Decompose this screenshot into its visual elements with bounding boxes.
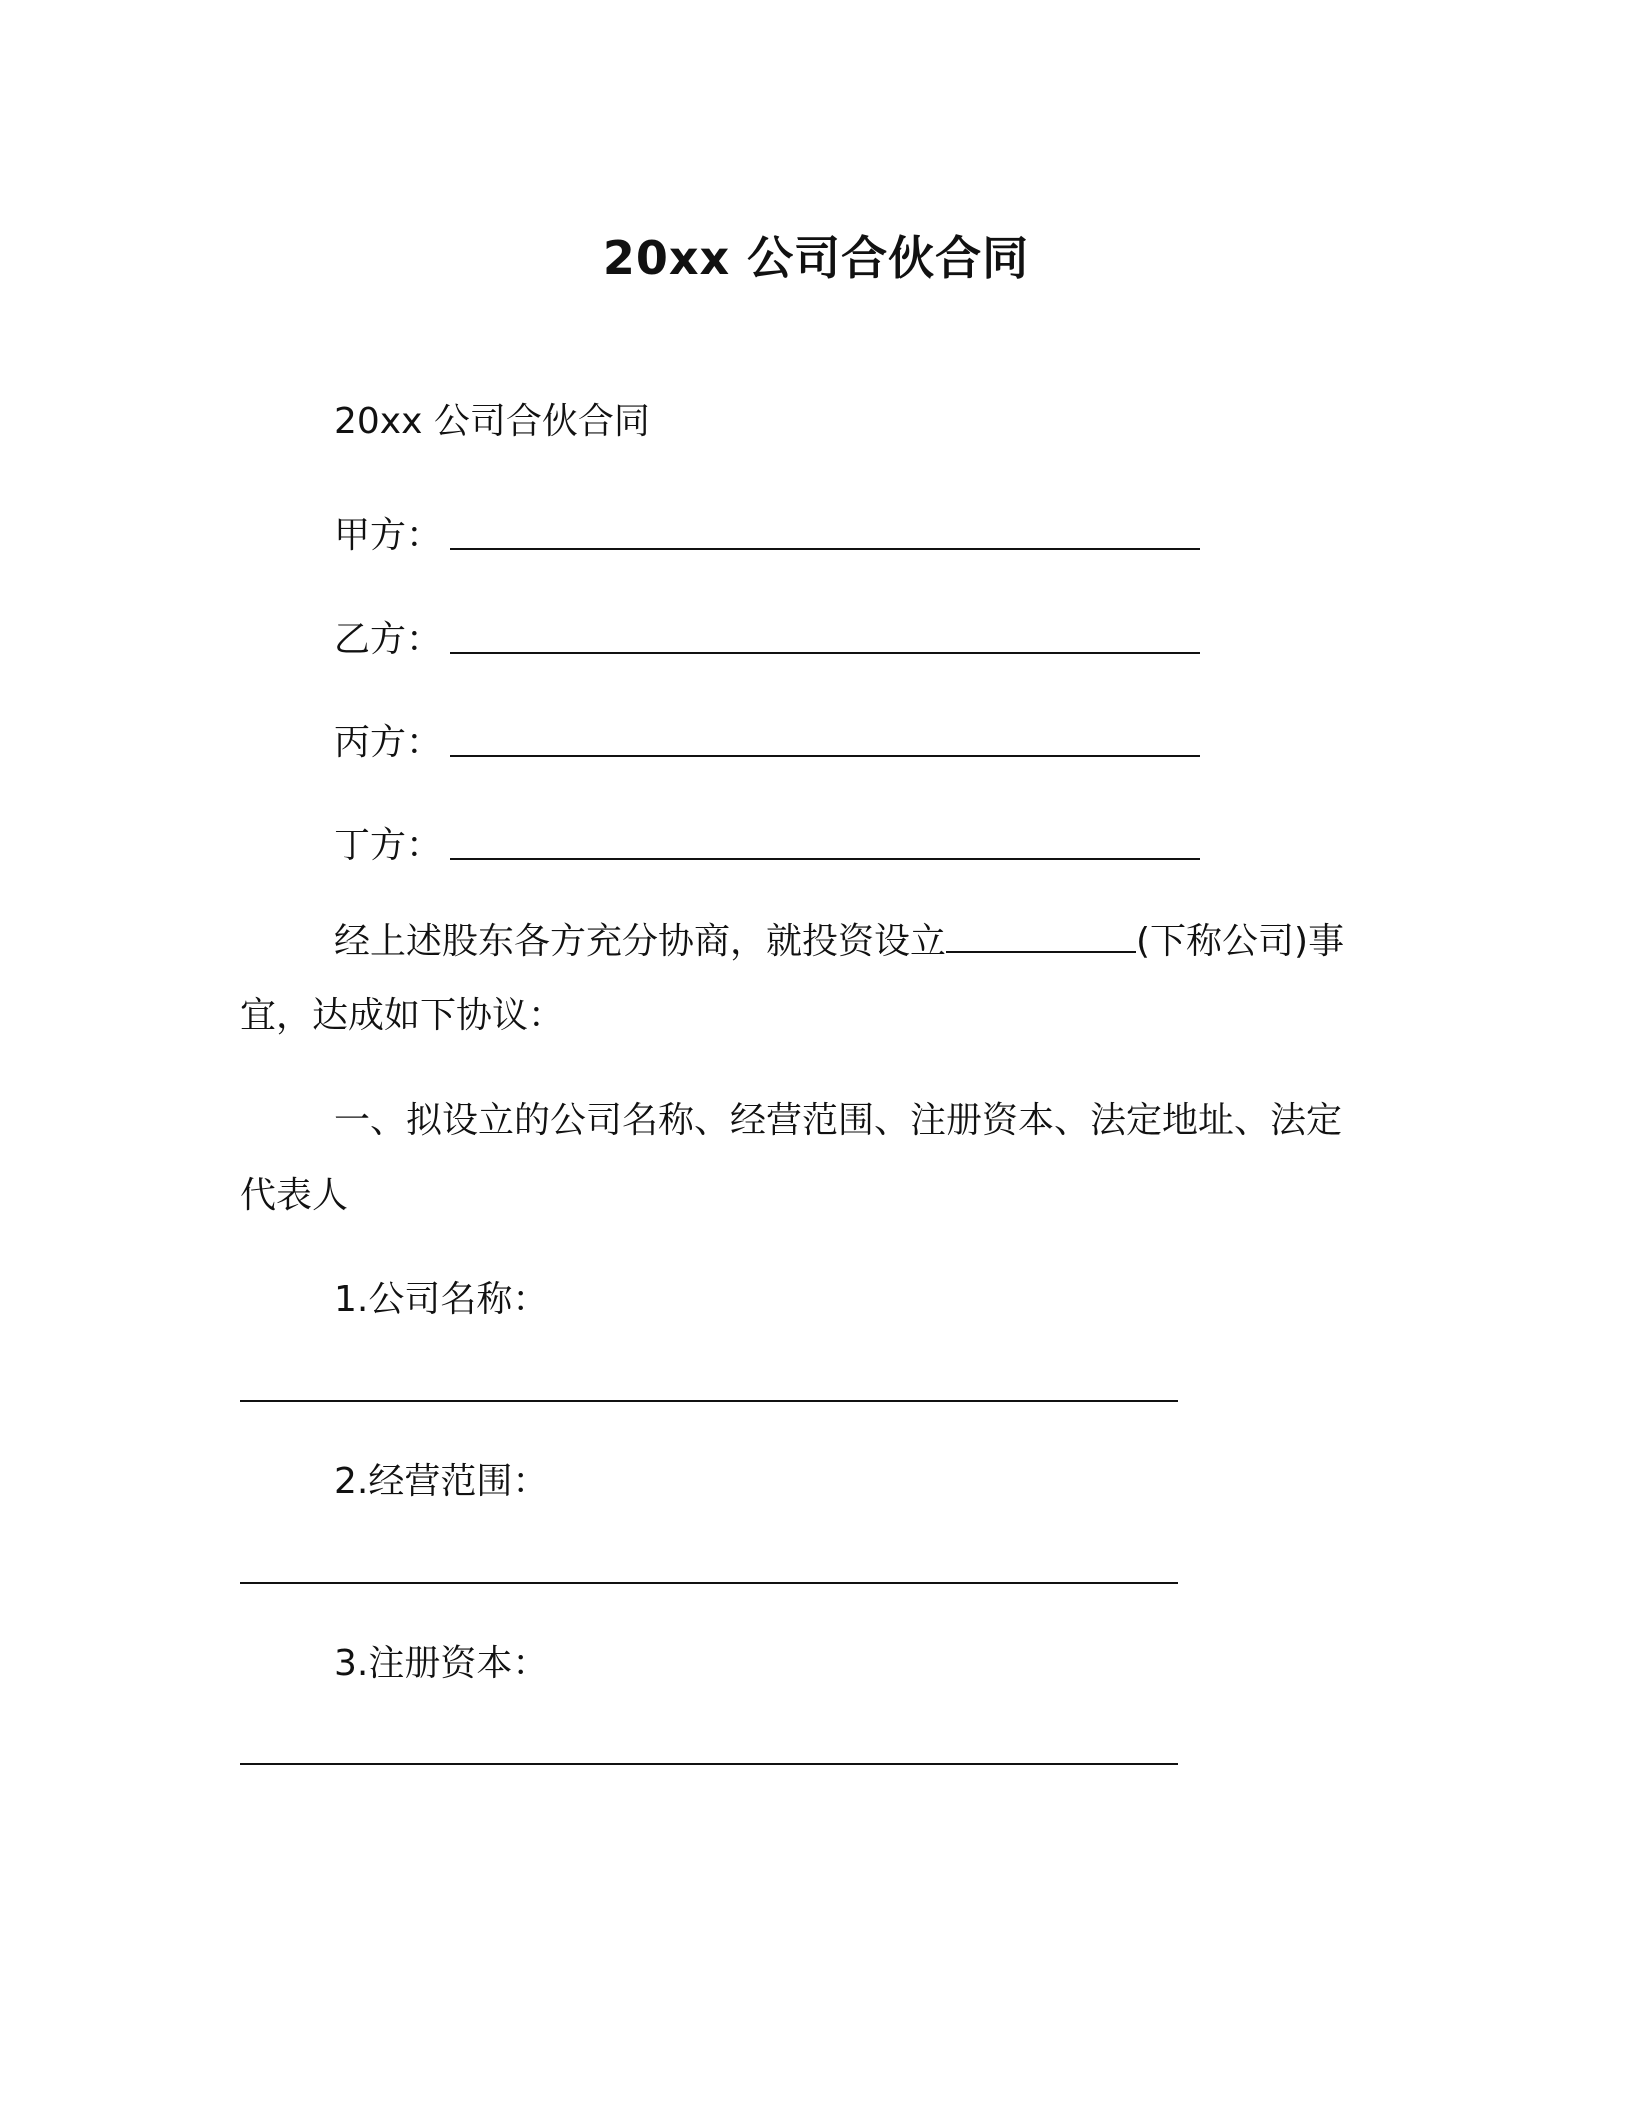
- party-c-label: 丙方：: [334, 721, 443, 763]
- party-c-blank: [450, 721, 1200, 757]
- document-subtitle: 20xx 公司合伙合同: [334, 401, 650, 442]
- item1-blank: [240, 1400, 1178, 1402]
- party-b-blank: [450, 618, 1200, 654]
- section1-heading-line1: 一、拟设立的公司名称、经营范围、注册资本、法定地址、法定: [334, 1100, 1343, 1141]
- item2-label: 2.经营范围：: [334, 1461, 549, 1502]
- party-d-blank: [450, 824, 1200, 860]
- party-b-row: [334, 612, 1200, 660]
- intro-text-part1: 经上述股东各方充分协商，就投资设立: [334, 921, 947, 962]
- intro-paragraph-line2: 宜，达成如下协议：: [240, 995, 565, 1036]
- party-d-label: 丁方：: [334, 824, 443, 866]
- party-a-label: 甲方：: [334, 514, 443, 556]
- intro-text-part2: (下称公司)事: [1136, 921, 1345, 962]
- party-b-label: 乙方：: [334, 618, 443, 660]
- section1-heading-line2: 代表人: [240, 1175, 349, 1216]
- intro-paragraph-line1: [334, 917, 1344, 966]
- item3-label: 3.注册资本：: [334, 1643, 549, 1684]
- company-name-blank: [946, 917, 1136, 953]
- party-d-row: [334, 818, 1200, 866]
- party-c-row: [334, 715, 1200, 763]
- party-a-blank: [450, 514, 1200, 550]
- document-title: 20xx 公司合伙合同: [602, 231, 1030, 285]
- item3-blank: [240, 1763, 1178, 1765]
- party-a-row: [334, 508, 1200, 556]
- item1-label: 1.公司名称：: [334, 1279, 549, 1320]
- item2-blank: [240, 1582, 1178, 1584]
